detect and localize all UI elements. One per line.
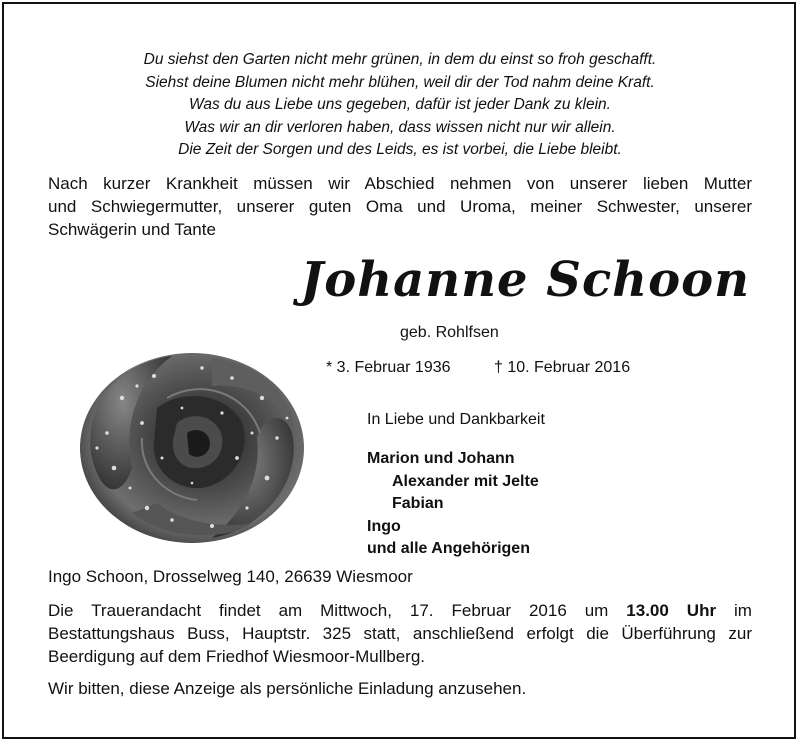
family-member: Fabian bbox=[392, 495, 444, 512]
intro-text bbox=[48, 172, 752, 241]
thanks-line: In Liebe und Dankbarkeit bbox=[367, 411, 545, 428]
poem-line: Was du aus Liebe uns gegeben, dafür ist jeder Dank zu klein. bbox=[189, 96, 611, 114]
family-member: Alexander mit Jelte bbox=[392, 472, 539, 490]
maiden-name: geb. Rohlfsen bbox=[400, 324, 499, 341]
closing-note: Wir bitten, diese Anzeige als persönliche Einladung anzusehen. bbox=[48, 679, 527, 698]
family-address: Ingo Schoon, Drosselweg 140, 26639 Wiesmoor bbox=[48, 567, 413, 586]
intro-line: Schwägerin und Tante bbox=[48, 220, 216, 239]
intro-line: Nach kurzer Krankheit müssen wir Abschied nehmen von unserer lieben Mutter bbox=[48, 174, 752, 193]
service-line bbox=[48, 599, 752, 622]
birth-date: * 3. Februar 1936 bbox=[326, 359, 451, 376]
deceased-name: Johanne Schoon bbox=[300, 252, 750, 308]
poem-line: Was wir an dir verloren haben, dass wissen nicht nur wir allein. bbox=[184, 118, 616, 136]
service-info bbox=[48, 599, 752, 668]
service-line: Beerdigung auf dem Friedhof Wiesmoor-Mullberg. bbox=[48, 647, 426, 666]
rose-icon bbox=[62, 338, 312, 548]
death-date: † 10. Februar 2016 bbox=[494, 359, 631, 376]
family-member: und alle Angehörigen bbox=[367, 540, 530, 557]
family-list bbox=[367, 448, 539, 561]
intro-line: und Schwiegermutter, unserer guten Oma und Uroma, meiner Schwester, unserer bbox=[48, 197, 752, 216]
service-time: 13.00 Uhr bbox=[626, 601, 717, 620]
poem-line: Die Zeit der Sorgen und des Leids, es ist vorbei, die Liebe bleibt. bbox=[178, 141, 622, 159]
family-member: Marion und Johann bbox=[367, 450, 515, 467]
poem-line: Du siehst den Garten nicht mehr grünen, in dem du einst so froh geschafft. bbox=[143, 51, 657, 68]
poem-line: Siehst deine Blumen nicht mehr blühen, weil dir der Tod nahm deine Kraft. bbox=[145, 73, 655, 91]
service-line: Bestattungshaus Buss, Hauptstr. 325 statt, anschließend erfolgt die Überführung zur bbox=[48, 624, 752, 643]
family-member: Ingo bbox=[367, 517, 401, 535]
service-text: Die Trauerandacht findet am Mittwoch, 17. Februar 2016 um bbox=[48, 601, 609, 620]
service-text: im bbox=[734, 601, 752, 620]
poem bbox=[40, 49, 760, 162]
